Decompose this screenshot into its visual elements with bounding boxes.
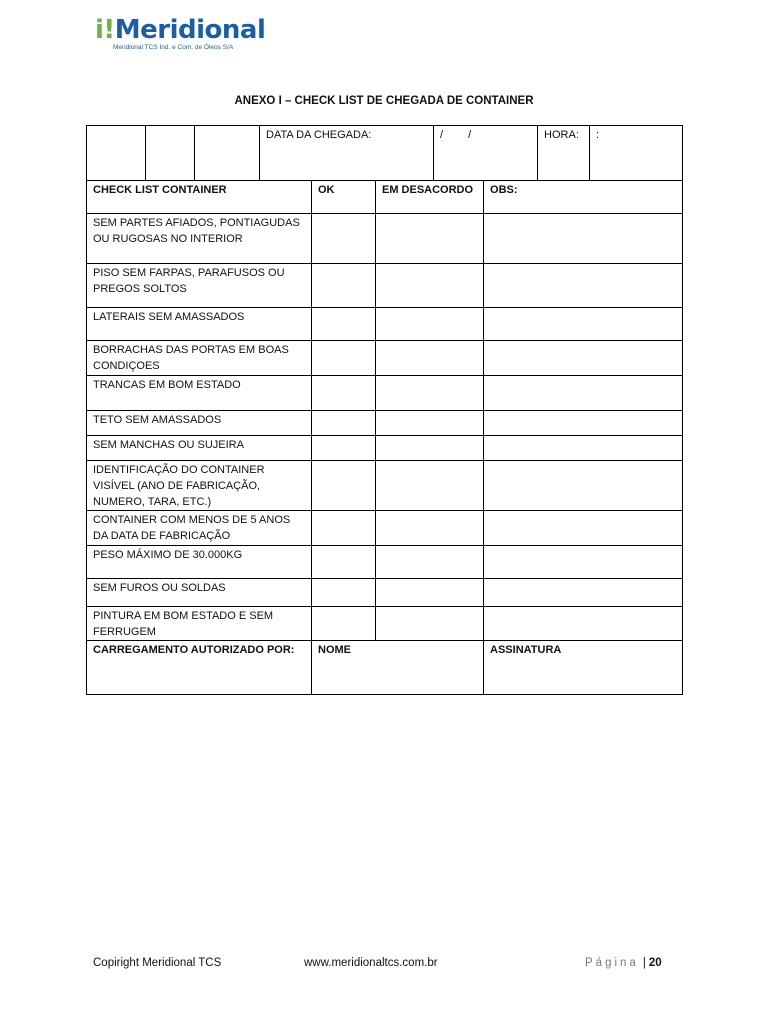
obs-cell[interactable] [484,546,683,579]
disagree-cell[interactable] [376,341,484,376]
disagree-cell[interactable] [376,461,484,511]
ok-cell[interactable] [312,411,376,436]
page-word: Página [585,957,639,969]
disagree-cell[interactable] [376,264,484,308]
ok-cell[interactable] [312,461,376,511]
checklist-row [87,214,683,264]
disagree-cell[interactable] [376,579,484,607]
arrival-header-row [87,126,683,181]
col-header-disagree: EM DESACORDO [376,181,484,214]
ok-cell[interactable] [312,436,376,461]
header-blank-cell [195,126,260,181]
checklist-item-label: PISO SEM FARPAS, PARAFUSOS OU PREGOS SOLTOS [87,264,312,308]
arrival-time-label: HORA: [538,126,590,181]
checklist-item-label: CONTAINER COM MENOS DE 5 ANOS DA DATA DE FABRICAÇÃO [87,511,312,546]
checklist-row [87,376,683,411]
column-header-row [87,181,683,214]
page-separator: | [642,957,646,969]
disagree-cell[interactable] [376,411,484,436]
checklist-row [87,579,683,607]
col-header-obs: OBS: [484,181,683,214]
footer-copyright: Copiright Meridional TCS [93,957,222,969]
checklist-item-label: PINTURA EM BOM ESTADO E SEM FERRUGEM [87,607,312,641]
checklist-item-label: SEM PARTES AFIADOS, PONTIAGUDAS OU RUGOSAS NO INTERIOR [87,214,312,264]
checklist-row [87,308,683,341]
arrival-time-field: : [590,126,683,181]
ok-cell[interactable] [312,214,376,264]
signature-field[interactable]: ASSINATURA [484,641,683,695]
footer-page [585,957,662,969]
arrival-date-label: DATA DA CHEGADA: [260,126,434,181]
document-title: ANEXO I – CHECK LIST DE CHEGADA DE CONTAINER [234,95,534,107]
checklist-item-label: SEM MANCHAS OU SUJEIRA [87,436,312,461]
page-number: 20 [648,957,662,969]
obs-cell[interactable] [484,461,683,511]
checklist-row [87,511,683,546]
authorization-row [87,641,683,695]
disagree-cell[interactable] [376,607,484,641]
checklist-item-label: IDENTIFICAÇÃO DO CONTAINER VISÍVEL (ANO DE FABRICAÇÃO, NUMERO, TARA, ETC.) [87,461,312,511]
company-logo [95,14,266,58]
authorized-by-label: CARREGAMENTO AUTORIZADO POR: [87,641,312,695]
obs-cell[interactable] [484,308,683,341]
obs-cell[interactable] [484,264,683,308]
arrival-date-field: / / [434,126,538,181]
obs-cell[interactable] [484,411,683,436]
checklist-table [86,125,683,695]
ok-cell[interactable] [312,607,376,641]
logo-mark: i! [95,15,115,45]
name-field[interactable]: NOME [312,641,484,695]
disagree-cell[interactable] [376,511,484,546]
checklist-row [87,461,683,511]
ok-cell[interactable] [312,546,376,579]
obs-cell[interactable] [484,376,683,411]
header-blank-cell [146,126,195,181]
ok-cell[interactable] [312,341,376,376]
logo-name: Meridional [114,15,266,45]
obs-cell[interactable] [484,607,683,641]
logo-tagline: Meridional TCS Ind. e Com. de Óleos S/A [113,44,234,51]
checklist-row [87,546,683,579]
ok-cell[interactable] [312,264,376,308]
checklist-item-label: BORRACHAS DAS PORTAS EM BOAS CONDIÇOES [87,341,312,376]
col-header-ok: OK [312,181,376,214]
checklist-row [87,436,683,461]
ok-cell[interactable] [312,376,376,411]
disagree-cell[interactable] [376,308,484,341]
obs-cell[interactable] [484,341,683,376]
checklist-item-label: SEM FUROS OU SOLDAS [87,579,312,607]
checklist-row [87,264,683,308]
col-header-item: CHECK LIST CONTAINER [87,181,312,214]
checklist-item-label: TRANCAS EM BOM ESTADO [87,376,312,411]
checklist-item-label: TETO SEM AMASSADOS [87,411,312,436]
disagree-cell[interactable] [376,436,484,461]
ok-cell[interactable] [312,308,376,341]
disagree-cell[interactable] [376,376,484,411]
ok-cell[interactable] [312,511,376,546]
disagree-cell[interactable] [376,546,484,579]
checklist-row [87,341,683,376]
checklist-row [87,607,683,641]
checklist-item-label: PESO MÁXIMO DE 30.000KG [87,546,312,579]
footer-website: www.meridionaltcs.com.br [304,957,438,969]
obs-cell[interactable] [484,214,683,264]
ok-cell[interactable] [312,579,376,607]
obs-cell[interactable] [484,436,683,461]
header-blank-cell [87,126,146,181]
obs-cell[interactable] [484,511,683,546]
obs-cell[interactable] [484,579,683,607]
checklist-row [87,411,683,436]
logo-wordmark [95,14,265,46]
checklist-item-label: LATERAIS SEM AMASSADOS [87,308,312,341]
disagree-cell[interactable] [376,214,484,264]
